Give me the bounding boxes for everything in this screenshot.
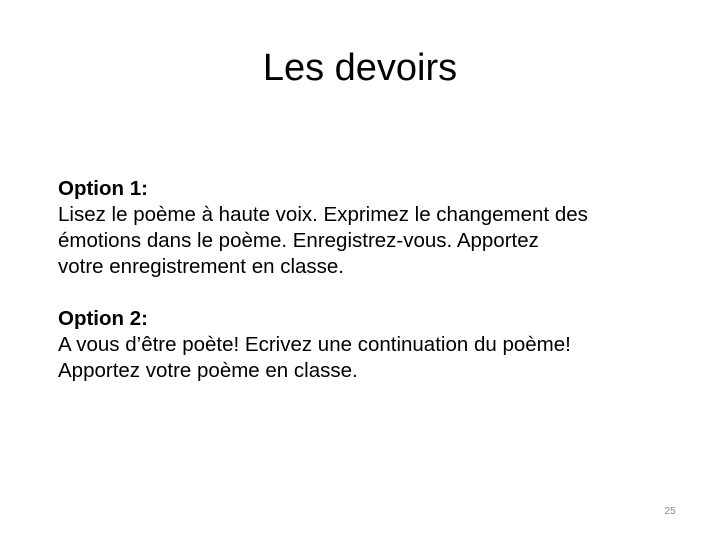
option-1-line: votre enregistrement en classe. [58, 255, 344, 278]
option-1-line: Lisez le poème à haute voix. Exprimez le changement des [58, 203, 588, 226]
slide-body [58, 176, 698, 384]
option-1-line: émotions dans le poème. Enregistrez-vous. Apportez [58, 229, 539, 252]
slide-number: 25 [664, 506, 676, 517]
slide-title: Les devoirs [262, 47, 458, 89]
option-1-heading: Option 1: [58, 177, 148, 200]
option-1 [58, 176, 698, 280]
option-2-heading: Option 2: [58, 307, 148, 330]
option-2 [58, 306, 698, 384]
option-2-line: A vous d’être poète! Ecrivez une continuation du poème! [58, 333, 571, 356]
option-2-line: Apportez votre poème en classe. [58, 359, 358, 382]
